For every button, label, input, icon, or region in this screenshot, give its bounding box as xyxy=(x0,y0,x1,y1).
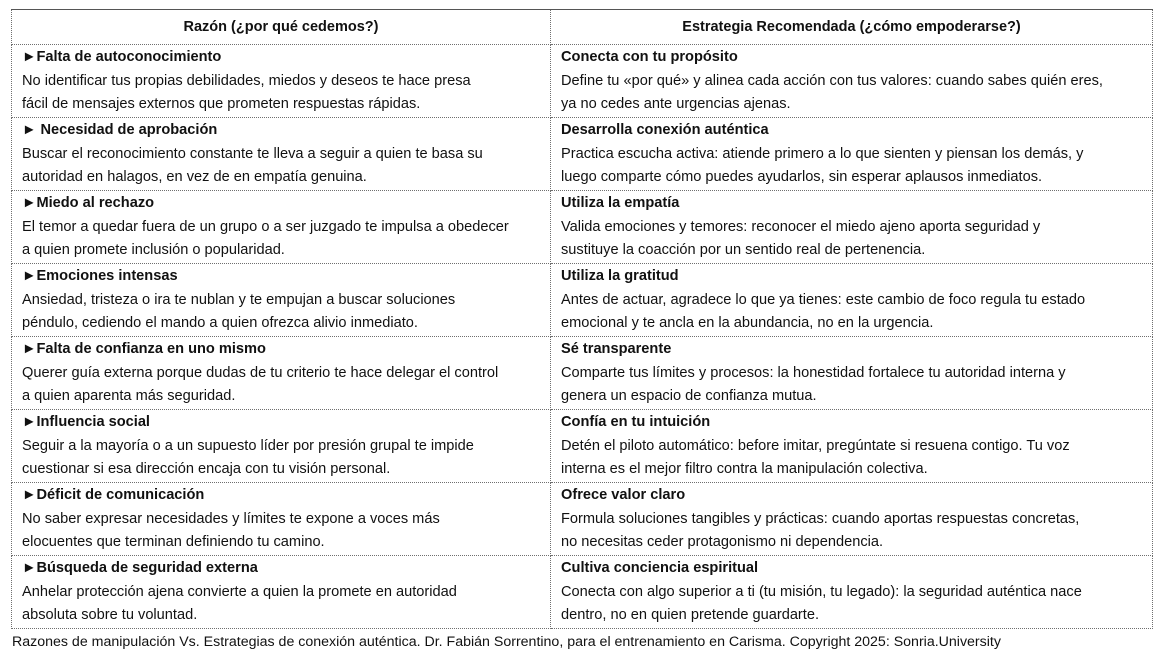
strategy-line: Conecta con algo superior a ti (tu misión, tu legado): la seguridad auténtica nace xyxy=(561,583,1082,600)
strategy-line: Detén el piloto automático: before imitar, pregúntate si resuena contigo. Tu voz xyxy=(561,437,1070,454)
reason-title: ►Influencia social xyxy=(22,414,150,430)
table-row xyxy=(12,337,1153,410)
reason-line: Ansiedad, tristeza o ira te nublan y te empujan a buscar soluciones xyxy=(22,291,456,308)
table-row xyxy=(12,118,1153,191)
table-header-row xyxy=(12,10,1153,45)
strategy-line: Formula soluciones tangibles y prácticas: cuando aportas respuestas concretas, xyxy=(561,510,1080,527)
strategy-title: Conecta con tu propósito xyxy=(561,49,738,65)
reason-line: a quien promete inclusión o popularidad. xyxy=(22,242,285,258)
reason-line: absoluta sobre tu voluntad. xyxy=(22,607,198,623)
reason-line: Buscar el reconocimiento constante te lleva a seguir a quien te basa su xyxy=(22,145,483,162)
table-body xyxy=(12,45,1153,629)
reason-line: Anhelar protección ajena convierte a quien la promete en autoridad xyxy=(22,583,457,600)
strategy-cell xyxy=(551,45,1153,118)
reason-line: fácil de mensajes externos que prometen respuestas rápidas. xyxy=(22,96,421,112)
table-row xyxy=(12,264,1153,337)
reason-line: No identificar tus propias debilidades, miedos y deseos te hace presa xyxy=(22,72,471,89)
table-row xyxy=(12,483,1153,556)
strategy-cell xyxy=(551,410,1153,483)
reason-title: ►Búsqueda de seguridad externa xyxy=(22,560,258,576)
table-row xyxy=(12,191,1153,264)
reason-title: ►Miedo al rechazo xyxy=(22,195,155,211)
strategy-line: ya no cedes ante urgencias ajenas. xyxy=(561,96,791,112)
strategy-line: Comparte tus límites y procesos: la honestidad fortalece tu autoridad interna y xyxy=(561,364,1066,381)
reason-cell xyxy=(12,45,551,118)
strategy-line: interna es el mejor filtro contra la manipulación colectiva. xyxy=(561,461,928,477)
reason-line: cuestionar si esa dirección encaja con tu visión personal. xyxy=(22,461,391,477)
strategy-line: Antes de actuar, agradece lo que ya tienes: este cambio de foco regula tu estado xyxy=(561,291,1086,308)
header-strategy: Estrategia Recomendada (¿cómo empoderarse?) xyxy=(551,10,1153,45)
reason-line: No saber expresar necesidades y límites te expone a voces más xyxy=(22,510,440,527)
reason-title: ►Falta de confianza en uno mismo xyxy=(22,341,266,357)
reason-cell xyxy=(12,337,551,410)
strategy-title: Utiliza la empatía xyxy=(561,195,680,211)
reason-line: autoridad en halagos, en vez de en empatía genuina. xyxy=(22,169,367,185)
reason-line: Querer guía externa porque dudas de tu criterio te hace delegar el control xyxy=(22,364,499,381)
reason-title: ► Necesidad de aprobación xyxy=(22,122,218,138)
reason-title: ►Déficit de comunicación xyxy=(22,487,205,503)
reason-line: péndulo, cediendo el mando a quien ofrezca alivio inmediato. xyxy=(22,315,418,331)
reason-line: El temor a quedar fuera de un grupo o a ser juzgado te impulsa a obedecer xyxy=(22,218,509,235)
strategy-cell xyxy=(551,118,1153,191)
strategy-line: Valida emociones y temores: reconocer el miedo ajeno aporta seguridad y xyxy=(561,218,1041,235)
reason-line: elocuentes que terminan definiendo tu camino. xyxy=(22,534,325,550)
strategy-cell xyxy=(551,191,1153,264)
reason-cell xyxy=(12,191,551,264)
strategy-cell xyxy=(551,556,1153,629)
strategy-line: no necesitas ceder protagonismo ni dependencia. xyxy=(561,534,884,550)
reason-cell xyxy=(12,556,551,629)
reason-cell xyxy=(12,118,551,191)
strategy-line: emocional y te ancla en la abundancia, no en la urgencia. xyxy=(561,315,934,331)
strategy-title: Sé transparente xyxy=(561,341,672,357)
strategy-line: Practica escucha activa: atiende primero a lo que sienten y piensan los demás, y xyxy=(561,145,1084,162)
strategy-title: Ofrece valor claro xyxy=(561,487,686,503)
strategy-title: Desarrolla conexión auténtica xyxy=(561,122,769,138)
table-row xyxy=(12,410,1153,483)
strategy-title: Confía en tu intuición xyxy=(561,414,711,430)
strategy-title: Cultiva conciencia espiritual xyxy=(561,560,759,576)
reason-title: ►Emociones intensas xyxy=(22,268,178,284)
reasons-strategies-table xyxy=(11,9,1153,629)
strategy-cell xyxy=(551,264,1153,337)
strategy-title: Utiliza la gratitud xyxy=(561,268,679,284)
reason-line: a quien aparenta más seguridad. xyxy=(22,388,236,404)
figure-caption: Razones de manipulación Vs. Estrategias de conexión auténtica. Dr. Fabián Sorrentino, para el entrenamiento en Carisma. Copyright 2025: Sonria.University xyxy=(12,634,1001,650)
strategy-cell xyxy=(551,483,1153,556)
table-row xyxy=(12,45,1153,118)
reason-cell xyxy=(12,410,551,483)
reason-title: ►Falta de autoconocimiento xyxy=(22,49,222,65)
strategy-line: genera un espacio de confianza mutua. xyxy=(561,388,817,404)
reason-line: Seguir a la mayoría o a un supuesto líder por presión grupal te impide xyxy=(22,437,474,454)
reason-cell xyxy=(12,483,551,556)
table-row xyxy=(12,556,1153,629)
strategy-line: dentro, no en quien pretende guardarte. xyxy=(561,607,820,623)
strategy-line: sustituye la coacción por un sentido real de pertenencia. xyxy=(561,242,926,258)
reason-cell xyxy=(12,264,551,337)
strategy-line: Define tu «por qué» y alinea cada acción con tus valores: cuando sabes quién eres, xyxy=(561,72,1103,89)
strategy-cell xyxy=(551,337,1153,410)
header-reason: Razón (¿por qué cedemos?) xyxy=(12,10,551,45)
strategy-line: luego comparte cómo puedes ayudarlos, sin esperar aplausos inmediatos. xyxy=(561,169,1043,185)
